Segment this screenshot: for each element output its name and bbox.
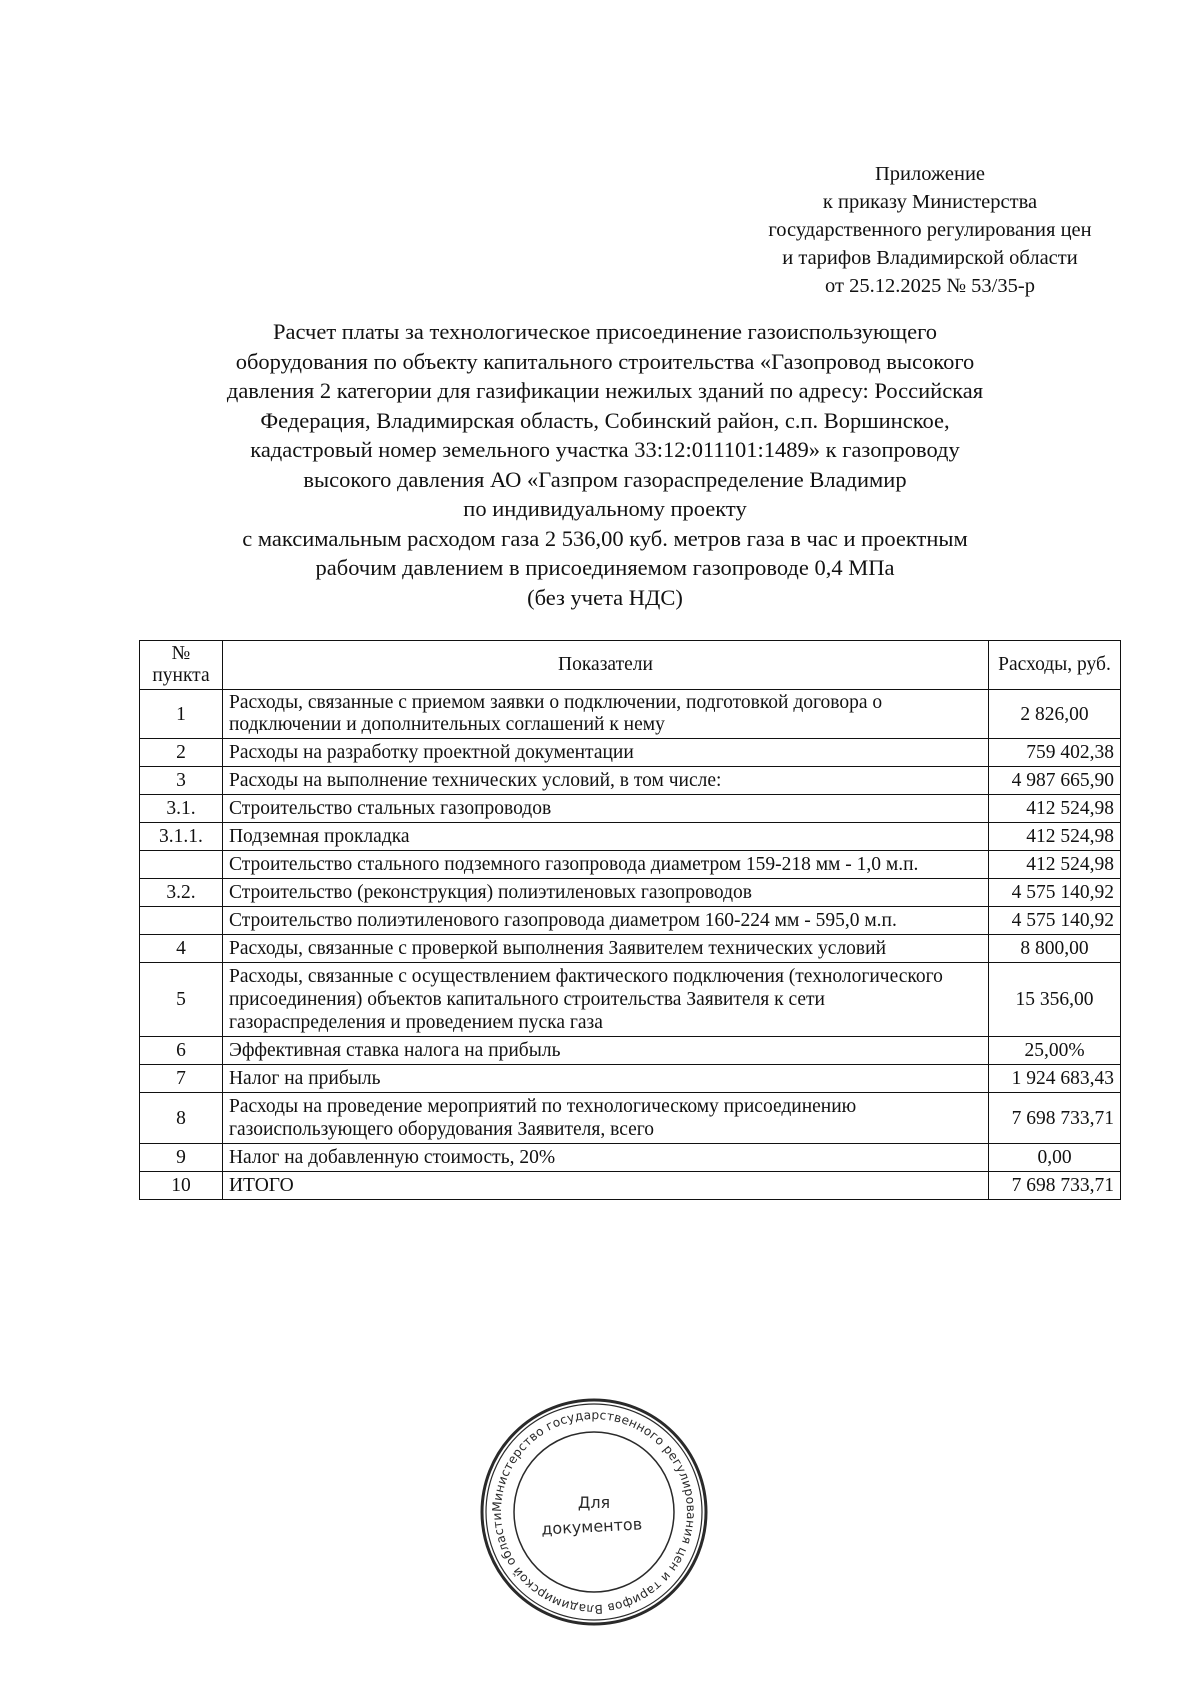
- row-cost: 2 826,00: [989, 690, 1121, 739]
- row-indicator: Расходы на разработку проектной документации: [222, 739, 988, 767]
- appendix-line: Приложение: [874, 163, 986, 185]
- official-stamp: [478, 1396, 710, 1628]
- row-indicator: Строительство полиэтиленового газопровода диаметром 160-224 мм - 595,0 м.п.: [222, 907, 988, 935]
- row-cost: 4 987 665,90: [989, 767, 1121, 795]
- appendix-line: к приказу Министерства: [822, 191, 1038, 213]
- appendix-line: и тарифов Владимирской области: [782, 247, 1078, 269]
- table-row: [140, 1037, 1121, 1065]
- row-num: [140, 851, 223, 879]
- row-num: 7: [140, 1065, 223, 1093]
- stamp-seal-icon: [478, 1396, 710, 1628]
- row-indicator: Расходы, связанные с проверкой выполнения Заявителем технических условий: [222, 935, 988, 963]
- title-line: кадастровый номер земельного участка 33:12:011101:1489» к газопроводу: [250, 437, 960, 462]
- row-indicator: Налог на прибыль: [222, 1065, 988, 1093]
- row-indicator: Строительство стального подземного газопровода диаметром 159-218 мм - 1,0 м.п.: [222, 851, 988, 879]
- row-indicator: Расходы, связанные с приемом заявки о подключении, подготовкой договора о подключении и дополнительных соглашений к нему: [222, 690, 988, 739]
- title-line: (без учета НДС): [527, 584, 683, 610]
- table-row: [140, 739, 1121, 767]
- table-row: [140, 851, 1121, 879]
- row-cost: 0,00: [989, 1144, 1121, 1172]
- row-indicator: Расходы, связанные с осуществлением фактического подключения (технологического присоединения) объектов капитального строительства Заявителя к сети газораспределения и проведением пуска газа: [222, 963, 988, 1037]
- row-num: [140, 907, 223, 935]
- table-row: [140, 1093, 1121, 1144]
- row-indicator: Подземная прокладка: [222, 823, 988, 851]
- row-num: 9: [140, 1144, 223, 1172]
- row-num: 3.1.: [140, 795, 223, 823]
- table-row: [140, 935, 1121, 963]
- row-num: 6: [140, 1037, 223, 1065]
- title-line: высокого давления АО «Газпром газораспределение Владимир: [303, 466, 907, 492]
- table-row: [140, 907, 1121, 935]
- row-num: 1: [140, 690, 223, 739]
- table-row: [140, 1065, 1121, 1093]
- row-num: 3.2.: [140, 879, 223, 907]
- table-row: [140, 795, 1121, 823]
- row-indicator: Эффективная ставка налога на прибыль: [222, 1037, 988, 1065]
- row-cost: 8 800,00: [989, 935, 1121, 963]
- row-num: 2: [140, 739, 223, 767]
- table-row: [140, 767, 1121, 795]
- row-num: 5: [140, 963, 223, 1037]
- row-num: 4: [140, 935, 223, 963]
- stamp-center-line: Для: [577, 1493, 611, 1512]
- title-line: Федерация, Владимирская область, Собинский район, с.п. Воршинское,: [260, 407, 950, 433]
- row-cost: 4 575 140,92: [989, 879, 1121, 907]
- title-line: с максимальным расходом газа 2 536,00 куб. метров газа в час и проектным: [242, 525, 968, 551]
- row-indicator: Строительство (реконструкция) полиэтиленовых газопроводов: [222, 879, 988, 907]
- row-cost: 412 524,98: [989, 795, 1121, 823]
- row-cost: 759 402,38: [989, 739, 1121, 767]
- row-indicator: Налог на добавленную стоимость, 20%: [222, 1144, 988, 1172]
- row-cost: 4 575 140,92: [989, 907, 1121, 935]
- title-line: по индивидуальному проекту: [463, 496, 747, 521]
- table-row: [140, 823, 1121, 851]
- appendix-date-line: от 25.12.2025 № 53/35-р: [825, 275, 1035, 297]
- title-line: рабочим давлением в присоединяемом газопроводе 0,4 МПа: [315, 555, 895, 580]
- row-cost: 25,00%: [989, 1037, 1121, 1065]
- stamp-center-line: документов: [540, 1514, 643, 1539]
- title-line: оборудования по объекту капитального строительства «Газопровод высокого: [235, 348, 975, 374]
- row-indicator: Строительство стальных газопроводов: [222, 795, 988, 823]
- row-cost: 7 698 733,71: [989, 1172, 1121, 1200]
- document-title: [150, 317, 1060, 612]
- stamp-ring-text: Министерство государственного регулирования цен и тарифов Владимирской области: [489, 1407, 699, 1617]
- row-num: 3.1.1.: [140, 823, 223, 851]
- table-row: [140, 879, 1121, 907]
- cost-table: [139, 640, 1121, 1200]
- table-header-row: [140, 641, 1121, 690]
- row-indicator: Расходы на выполнение технических условий, в том числе:: [222, 767, 988, 795]
- appendix-line: государственного регулирования цен: [768, 219, 1092, 241]
- row-cost: 15 356,00: [989, 963, 1121, 1037]
- header-indicator: Показатели: [222, 641, 988, 690]
- row-cost: 412 524,98: [989, 823, 1121, 851]
- title-line: давления 2 категории для газификации нежилых зданий по адресу: Российская: [226, 378, 984, 403]
- appendix-header: [700, 160, 1160, 300]
- header-num: № пункта: [140, 641, 223, 690]
- row-cost: 412 524,98: [989, 851, 1121, 879]
- row-indicator: ИТОГО: [222, 1172, 988, 1200]
- table-row: [140, 1172, 1121, 1200]
- row-num: 8: [140, 1093, 223, 1144]
- title-line: Расчет платы за технологическое присоединение газоиспользующего: [272, 319, 937, 344]
- table-row: [140, 1144, 1121, 1172]
- row-num: 10: [140, 1172, 223, 1200]
- table-row: [140, 963, 1121, 1037]
- header-cost: Расходы, руб.: [989, 641, 1121, 690]
- table-row: [140, 690, 1121, 739]
- row-num: 3: [140, 767, 223, 795]
- row-cost: 1 924 683,43: [989, 1065, 1121, 1093]
- row-indicator: Расходы на проведение мероприятий по технологическому присоединению газоиспользующего оборудования Заявителя, всего: [222, 1093, 988, 1144]
- row-cost: 7 698 733,71: [989, 1093, 1121, 1144]
